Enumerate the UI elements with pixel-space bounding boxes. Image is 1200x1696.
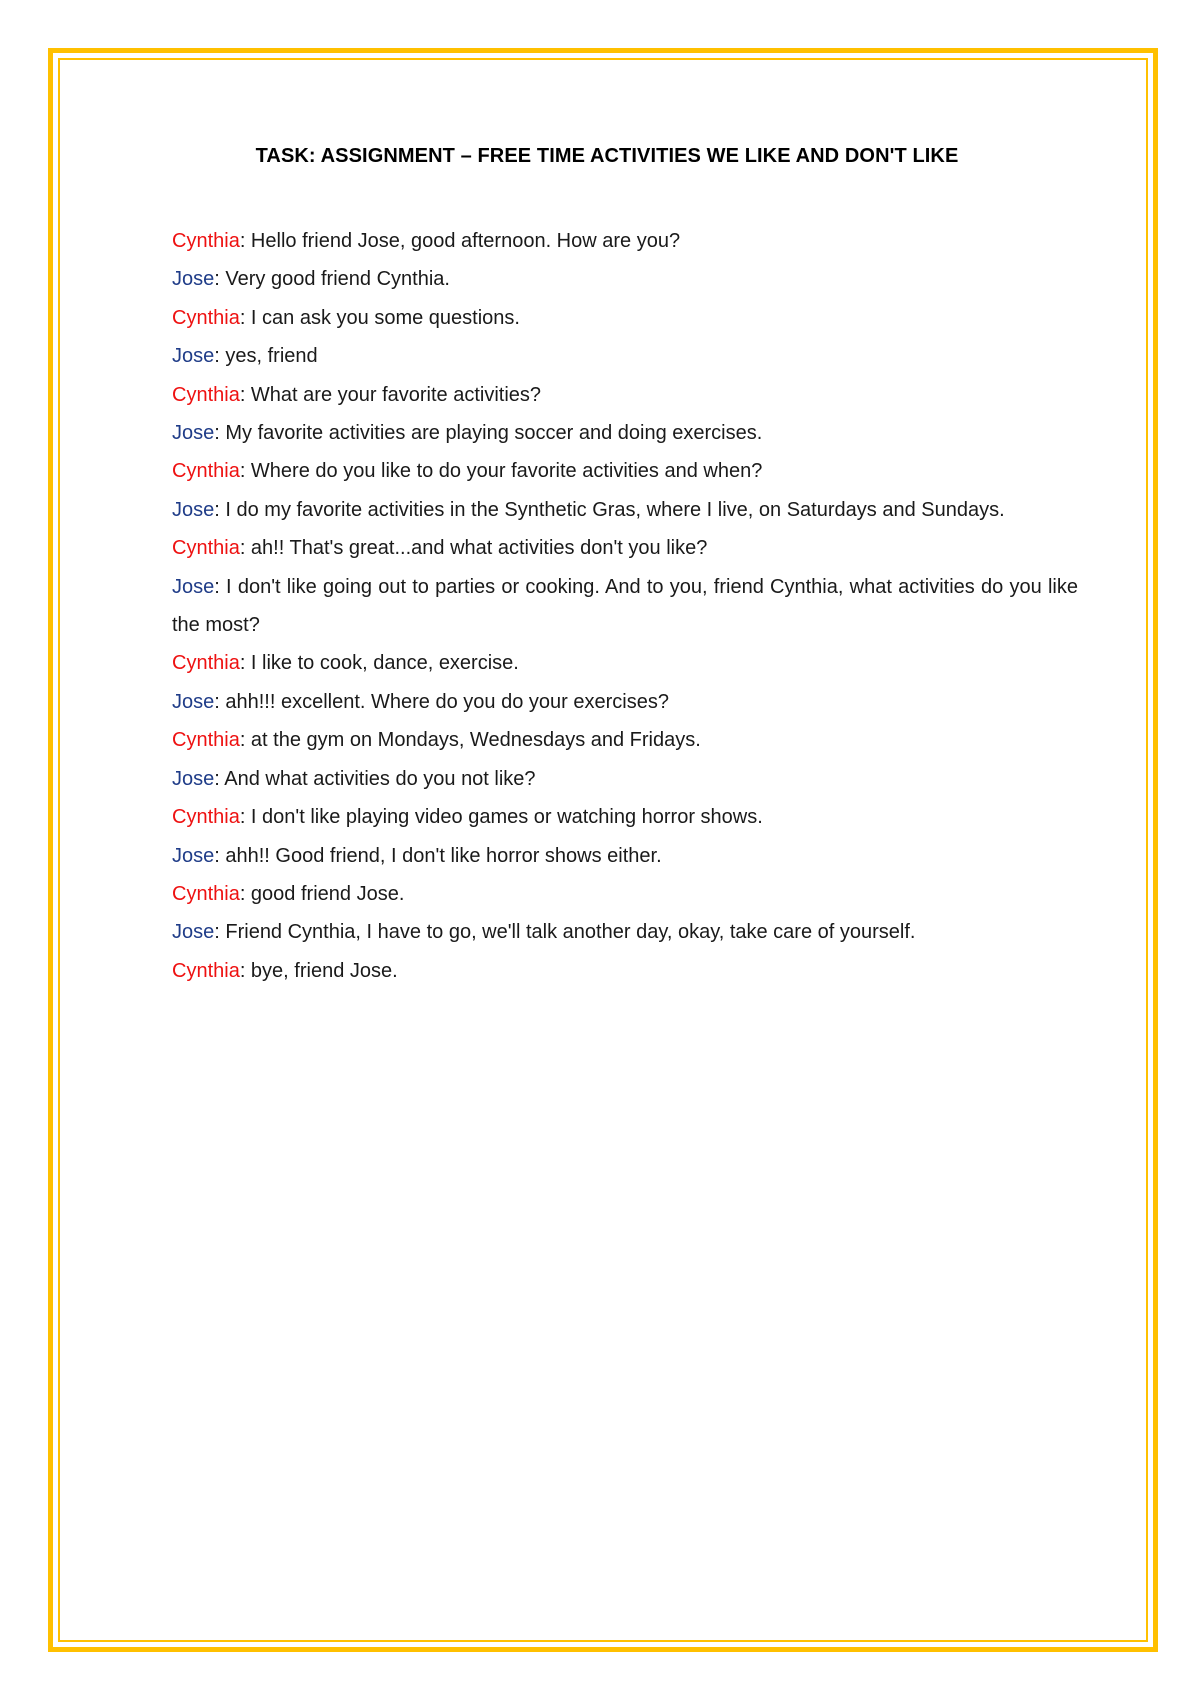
dialogue-line (172, 452, 1078, 490)
dialogue-line (172, 837, 1078, 875)
dialogue-line (172, 875, 1078, 913)
speaker-name: Cynthia (172, 652, 240, 675)
dialogue-line (172, 376, 1078, 414)
speaker-name: Jose (172, 268, 215, 291)
speaker-colon: : (239, 806, 246, 829)
dialogue-text: And what activities do you not like? (219, 767, 536, 790)
speaker-name: Jose (172, 921, 215, 944)
dialogue-text: What are your favorite activities? (245, 383, 542, 406)
speaker-name: Jose (172, 422, 215, 445)
dialogue-text: Friend Cynthia, I have to go, we'll talk another day, okay, take care of yourself. (219, 921, 916, 944)
speaker-name: Cynthia (172, 882, 240, 905)
speaker-name: Jose (172, 767, 215, 790)
dialogue-text: good friend Jose. (245, 882, 405, 905)
speaker-colon: : (214, 422, 220, 445)
speaker-name: Jose (172, 844, 215, 867)
speaker-colon: : (239, 383, 246, 406)
dialogue-line (172, 337, 1078, 375)
dialogue-line (172, 798, 1078, 836)
dialogue-line (172, 491, 1078, 529)
dialogue-text: I don't like going out to parties or cooking. And to you, friend Cynthia, what activities do you like the most? (172, 575, 1078, 637)
dialogue-text: Very good friend Cynthia. (219, 268, 450, 291)
speaker-colon: : (214, 575, 220, 598)
dialogue-text: ah!! That's great...and what activities don't you like? (245, 537, 708, 560)
speaker-name: Cynthia (172, 460, 240, 483)
dialogue-line (172, 760, 1078, 798)
speaker-name: Cynthia (172, 230, 240, 252)
dialogue-text: ahh!! Good friend, I don't like horror shows either. (219, 844, 662, 867)
dialogue-line (172, 414, 1078, 452)
dialogue-line (172, 222, 1078, 260)
speaker-name: Cynthia (172, 383, 240, 406)
speaker-name: Cynthia (172, 729, 240, 752)
dialogue-text: ahh!!! excellent. Where do you do your exercises? (219, 690, 669, 713)
dialogue-line (172, 913, 1078, 951)
speaker-name: Jose (172, 690, 215, 713)
speaker-name: Cynthia (172, 959, 240, 982)
speaker-colon: : (214, 921, 220, 944)
speaker-colon: : (239, 652, 246, 675)
dialogue (172, 222, 1078, 990)
dialogue-text: yes, friend (219, 345, 318, 368)
speaker-colon: : (214, 345, 220, 368)
speaker-colon: : (239, 230, 246, 252)
dialogue-line (172, 568, 1078, 645)
speaker-colon: : (239, 306, 246, 329)
dialogue-text: I can ask you some questions. (245, 306, 520, 329)
speaker-name: Cynthia (172, 537, 240, 560)
dialogue-text: Hello friend Jose, good afternoon. How are you? (245, 230, 681, 252)
speaker-colon: : (214, 844, 220, 867)
dialogue-line (172, 721, 1078, 759)
speaker-name: Cynthia (172, 306, 240, 329)
speaker-colon: : (239, 729, 246, 752)
dialogue-line (172, 952, 1078, 990)
dialogue-line (172, 529, 1078, 567)
speaker-name: Cynthia (172, 806, 240, 829)
speaker-colon: : (214, 268, 220, 291)
dialogue-line (172, 299, 1078, 337)
speaker-colon: : (239, 959, 246, 982)
dialogue-line (172, 644, 1078, 682)
speaker-colon: : (239, 537, 246, 560)
dialogue-text: bye, friend Jose. (245, 959, 398, 982)
speaker-colon: : (214, 498, 220, 521)
dialogue-text: My favorite activities are playing soccer and doing exercises. (219, 422, 763, 445)
document-title: TASK: ASSIGNMENT – FREE TIME ACTIVITIES WE LIKE AND DON'T LIKE (255, 145, 959, 167)
speaker-colon: : (214, 767, 220, 790)
dialogue-text: I like to cook, dance, exercise. (245, 652, 519, 675)
dialogue-line (172, 683, 1078, 721)
dialogue-text: I don't like playing video games or watching horror shows. (245, 806, 763, 829)
speaker-colon: : (239, 882, 246, 905)
dialogue-line (172, 260, 1078, 298)
speaker-name: Jose (172, 345, 215, 368)
speaker-name: Jose (172, 498, 215, 521)
dialogue-text: at the gym on Mondays, Wednesdays and Fridays. (245, 729, 701, 752)
dialogue-text: Where do you like to do your favorite activities and when? (245, 460, 763, 483)
speaker-name: Jose (172, 575, 215, 598)
speaker-colon: : (214, 690, 220, 713)
speaker-colon: : (239, 460, 246, 483)
dialogue-text: I do my favorite activities in the Synthetic Gras, where I live, on Saturdays and Sundays. (219, 498, 1005, 521)
